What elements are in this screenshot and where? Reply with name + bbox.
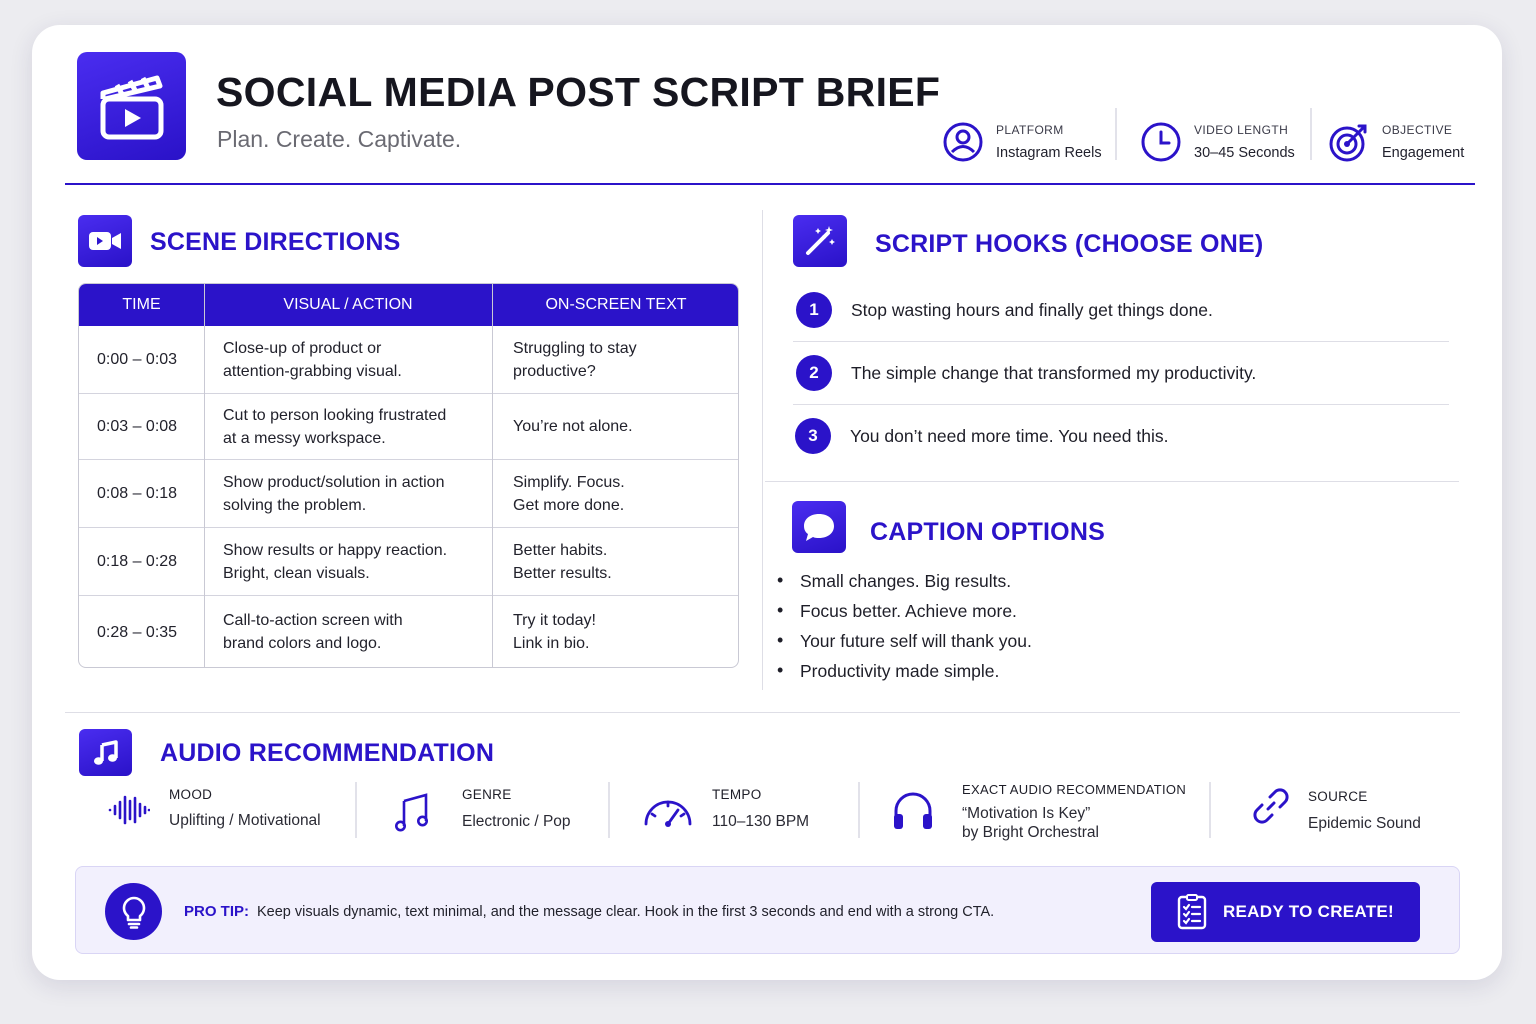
meta-objective <box>1328 107 1464 177</box>
column-divider <box>204 284 205 667</box>
pro-tip-text: Keep visuals dynamic, text minimal, and the message clear. Hook in the first 3 seconds and end with a strong CTA. <box>257 904 995 920</box>
lightbulb-badge <box>105 883 162 940</box>
audio-section-icon-tile <box>79 729 132 776</box>
brief-card <box>32 25 1502 980</box>
caption-item: • Productivity made simple. <box>800 661 999 682</box>
pro-tip-label: PRO TIP: <box>184 903 250 920</box>
source-value: Epidemic Sound <box>1308 815 1421 832</box>
cell-visual: Cut to person looking frustrated at a messy workspace. <box>223 406 447 447</box>
hook-text: Stop wasting hours and finally get things done. <box>851 300 1213 320</box>
cell-on-screen-text: Better habits. Better results. <box>513 541 612 582</box>
hook-text: The simple change that transformed my productivity. <box>851 363 1257 383</box>
clock-icon <box>1140 121 1182 163</box>
checklist-icon <box>1177 894 1207 930</box>
tempo-value: 110–130 BPM <box>712 813 810 830</box>
column-header-time: TIME <box>122 296 161 313</box>
hook-number: 1 <box>796 292 832 328</box>
divider <box>793 341 1449 342</box>
divider <box>65 712 1460 713</box>
meta-value: 30–45 Seconds <box>1194 145 1295 161</box>
cell-on-screen-text: Simplify. Focus. Get more done. <box>513 473 625 514</box>
caption-item: • Focus better. Achieve more. <box>800 601 1017 622</box>
caption-item: • Your future self will thank you. <box>800 631 1032 652</box>
table-row <box>79 394 738 460</box>
user-circle-icon <box>942 121 984 163</box>
meta-video-length <box>1140 107 1295 177</box>
cell-on-screen-text: You’re not alone. <box>513 418 633 435</box>
sound-wave-icon <box>108 793 150 827</box>
clapperboard-icon <box>97 69 167 143</box>
divider <box>1115 108 1117 160</box>
music-notes-icon <box>394 792 430 832</box>
divider <box>1209 782 1211 838</box>
divider <box>858 782 860 838</box>
meta-label: OBJECTIVE <box>1382 123 1453 137</box>
cell-visual: Show product/solution in action solving the problem. <box>223 473 445 514</box>
source-label: SOURCE <box>1308 789 1368 804</box>
header-divider <box>65 183 1475 185</box>
captions-section-icon-tile <box>792 501 846 553</box>
divider <box>355 782 357 838</box>
column-divider <box>492 284 493 667</box>
mood-value: Uplifting / Motivational <box>169 812 321 829</box>
cell-time: 0:18 – 0:28 <box>97 553 178 570</box>
divider <box>765 481 1459 482</box>
meta-value: Instagram Reels <box>996 145 1102 161</box>
divider <box>1310 108 1312 160</box>
hooks-section-icon-tile <box>793 215 847 267</box>
cell-visual: Call-to-action screen with brand colors and logo. <box>223 612 403 652</box>
ready-to-create-button[interactable] <box>1151 882 1420 942</box>
table-row <box>79 596 738 668</box>
exact-audio-artist: by Bright Orchestral <box>962 824 1099 841</box>
hook-number: 2 <box>796 355 832 391</box>
pro-tip-banner <box>75 866 1460 954</box>
meta-platform <box>942 107 1102 177</box>
meta-value: Engagement <box>1382 145 1465 161</box>
cell-visual: Close-up of product or attention-grabbing visual. <box>223 339 402 380</box>
mood-label: MOOD <box>169 787 213 802</box>
column-header-visual: VISUAL / ACTION <box>283 296 413 313</box>
page-title: SOCIAL MEDIA POST SCRIPT BRIEF <box>216 69 941 115</box>
hook-number: 3 <box>795 418 831 454</box>
audio-recommendation-title: AUDIO RECOMMENDATION <box>160 739 495 767</box>
divider <box>793 404 1449 405</box>
column-divider <box>762 210 763 690</box>
genre-value: Electronic / Pop <box>462 813 571 830</box>
speech-bubble-icon <box>802 511 836 543</box>
meta-label: PLATFORM <box>996 123 1064 137</box>
cell-on-screen-text: Try it today! Link in bio. <box>513 612 596 652</box>
hook-text: You don’t need more time. You need this. <box>850 426 1169 446</box>
caption-item: • Small changes. Big results. <box>800 571 1011 592</box>
cell-time: 0:00 – 0:03 <box>97 351 178 368</box>
exact-audio-title: “Motivation Is Key” <box>962 805 1091 822</box>
caption-options-title: CAPTION OPTIONS <box>870 518 1105 546</box>
lightbulb-icon <box>120 895 148 929</box>
scene-section-icon-tile <box>78 215 132 267</box>
scene-table <box>78 283 739 668</box>
cell-time: 0:28 – 0:35 <box>97 623 178 641</box>
table-row <box>79 528 738 596</box>
script-hooks-title: SCRIPT HOOKS (CHOOSE ONE) <box>875 230 1264 258</box>
table-row <box>79 460 738 528</box>
page-subtitle: Plan. Create. Captivate. <box>217 126 462 152</box>
clapperboard-logo <box>77 52 186 160</box>
table-header <box>79 284 738 326</box>
genre-label: GENRE <box>462 787 512 802</box>
divider <box>608 782 610 838</box>
music-note-icon <box>92 739 120 767</box>
cell-time: 0:03 – 0:08 <box>97 418 178 435</box>
cell-time: 0:08 – 0:18 <box>97 485 178 502</box>
cta-label: READY TO CREATE! <box>1222 902 1395 921</box>
magic-wand-icon <box>803 224 837 258</box>
scene-directions-title: SCENE DIRECTIONS <box>150 228 401 256</box>
target-icon <box>1328 121 1370 163</box>
video-camera-icon <box>87 228 123 254</box>
cell-on-screen-text: Struggling to stay productive? <box>513 339 637 380</box>
headphones-icon <box>891 789 935 831</box>
exact-audio-label: EXACT AUDIO RECOMMENDATION <box>962 782 1187 797</box>
tempo-label: TEMPO <box>712 787 762 802</box>
table-row <box>79 326 738 394</box>
cell-visual: Show results or happy reaction. Bright, clean visuals. <box>223 541 448 582</box>
speedometer-icon <box>642 792 694 828</box>
link-icon <box>1251 785 1291 827</box>
column-header-on-screen-text: ON-SCREEN TEXT <box>545 296 687 313</box>
meta-label: VIDEO LENGTH <box>1194 123 1289 137</box>
